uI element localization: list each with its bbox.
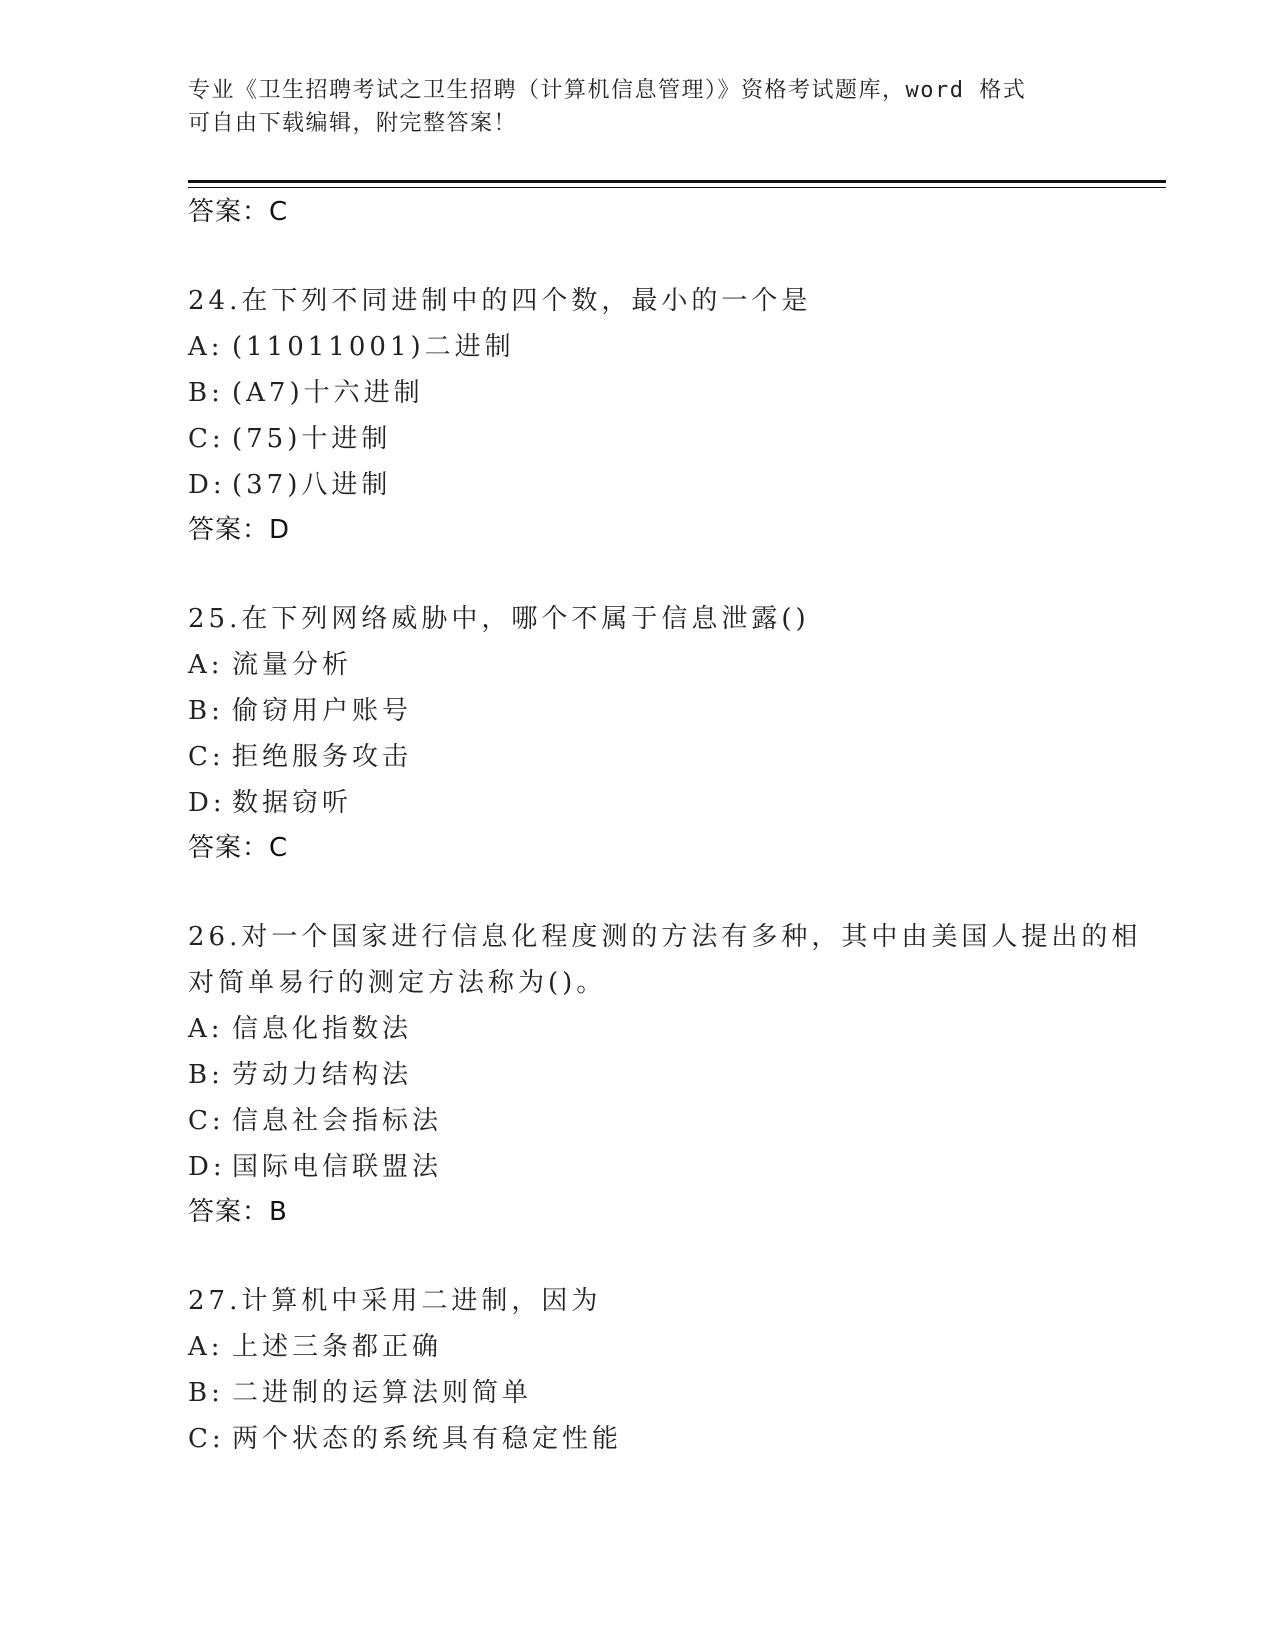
- option-key: A:: [188, 1332, 224, 1362]
- option-d: [188, 780, 1148, 826]
- option-key: B:: [188, 378, 224, 408]
- option-text: (37)八进制: [232, 470, 392, 500]
- header-rule-thin: [188, 187, 1166, 188]
- option-key: A:: [188, 1014, 224, 1044]
- question-25: [188, 596, 1148, 870]
- header-line-1: 专业《卫生招聘考试之卫生招聘（计算机信息管理）》资格考试题库，word 格式: [188, 78, 1027, 103]
- option-key: A:: [188, 332, 224, 362]
- option-key: C:: [188, 1106, 225, 1136]
- option-c: [188, 1098, 1148, 1144]
- option-text: 两个状态的系统具有稳定性能: [232, 1424, 623, 1454]
- option-b: [188, 1370, 1148, 1416]
- option-d: [188, 462, 1148, 508]
- option-key: C:: [188, 424, 225, 454]
- question-24: [188, 278, 1148, 552]
- answer-line: 答案：C: [188, 833, 289, 863]
- question-26: [188, 914, 1148, 1234]
- option-b: [188, 1052, 1148, 1098]
- option-text: 上述三条都正确: [232, 1332, 443, 1362]
- document-header: [188, 74, 1088, 140]
- option-key: B:: [188, 1378, 224, 1408]
- option-text: 二进制的运算法则简单: [232, 1378, 533, 1408]
- option-text: 数据窃听: [232, 788, 353, 818]
- answer-line: 答案：B: [188, 1197, 288, 1227]
- option-text: (75)十进制: [232, 424, 392, 454]
- option-c: [188, 1416, 1148, 1462]
- option-text: (11011001)二进制: [232, 332, 515, 362]
- question-text: 25.在下列网络威胁中，哪个不属于信息泄露(): [188, 604, 810, 634]
- option-key: C:: [188, 1424, 225, 1454]
- option-text: 流量分析: [232, 650, 353, 680]
- option-key: D:: [188, 788, 226, 818]
- option-key: D:: [188, 470, 226, 500]
- option-text: 信息化指数法: [232, 1014, 413, 1044]
- option-key: B:: [188, 1060, 224, 1090]
- question-text: 26.对一个国家进行信息化程度测的方法有多种，其中由美国人提出的相对简单易行的测定方法称为()。: [188, 922, 1142, 998]
- option-b: [188, 688, 1148, 734]
- option-text: 偷窃用户账号: [232, 696, 413, 726]
- option-a: [188, 1006, 1148, 1052]
- option-key: D:: [188, 1152, 226, 1182]
- header-line-2: 可自由下载编辑，附完整答案！: [188, 111, 518, 136]
- option-text: 劳动力结构法: [232, 1060, 413, 1090]
- answer-line: 答案：D: [188, 515, 291, 545]
- option-text: (A7)十六进制: [232, 378, 424, 408]
- question-text: 27.计算机中采用二进制，因为: [188, 1286, 602, 1316]
- option-a: [188, 324, 1148, 370]
- option-c: [188, 416, 1148, 462]
- option-key: A:: [188, 650, 224, 680]
- option-text: 拒绝服务攻击: [232, 742, 413, 772]
- option-c: [188, 734, 1148, 780]
- option-key: C:: [188, 742, 225, 772]
- option-a: [188, 1324, 1148, 1370]
- question-list: [188, 190, 1148, 1506]
- option-text: 信息社会指标法: [232, 1106, 443, 1136]
- option-d: [188, 1144, 1148, 1190]
- option-a: [188, 642, 1148, 688]
- header-rule-thick: [188, 180, 1166, 183]
- question-27: [188, 1278, 1148, 1462]
- question-text: 24.在下列不同进制中的四个数，最小的一个是: [188, 286, 812, 316]
- option-text: 国际电信联盟法: [232, 1152, 443, 1182]
- option-b: [188, 370, 1148, 416]
- answer-line: 答案：C: [188, 197, 289, 227]
- option-key: B:: [188, 696, 224, 726]
